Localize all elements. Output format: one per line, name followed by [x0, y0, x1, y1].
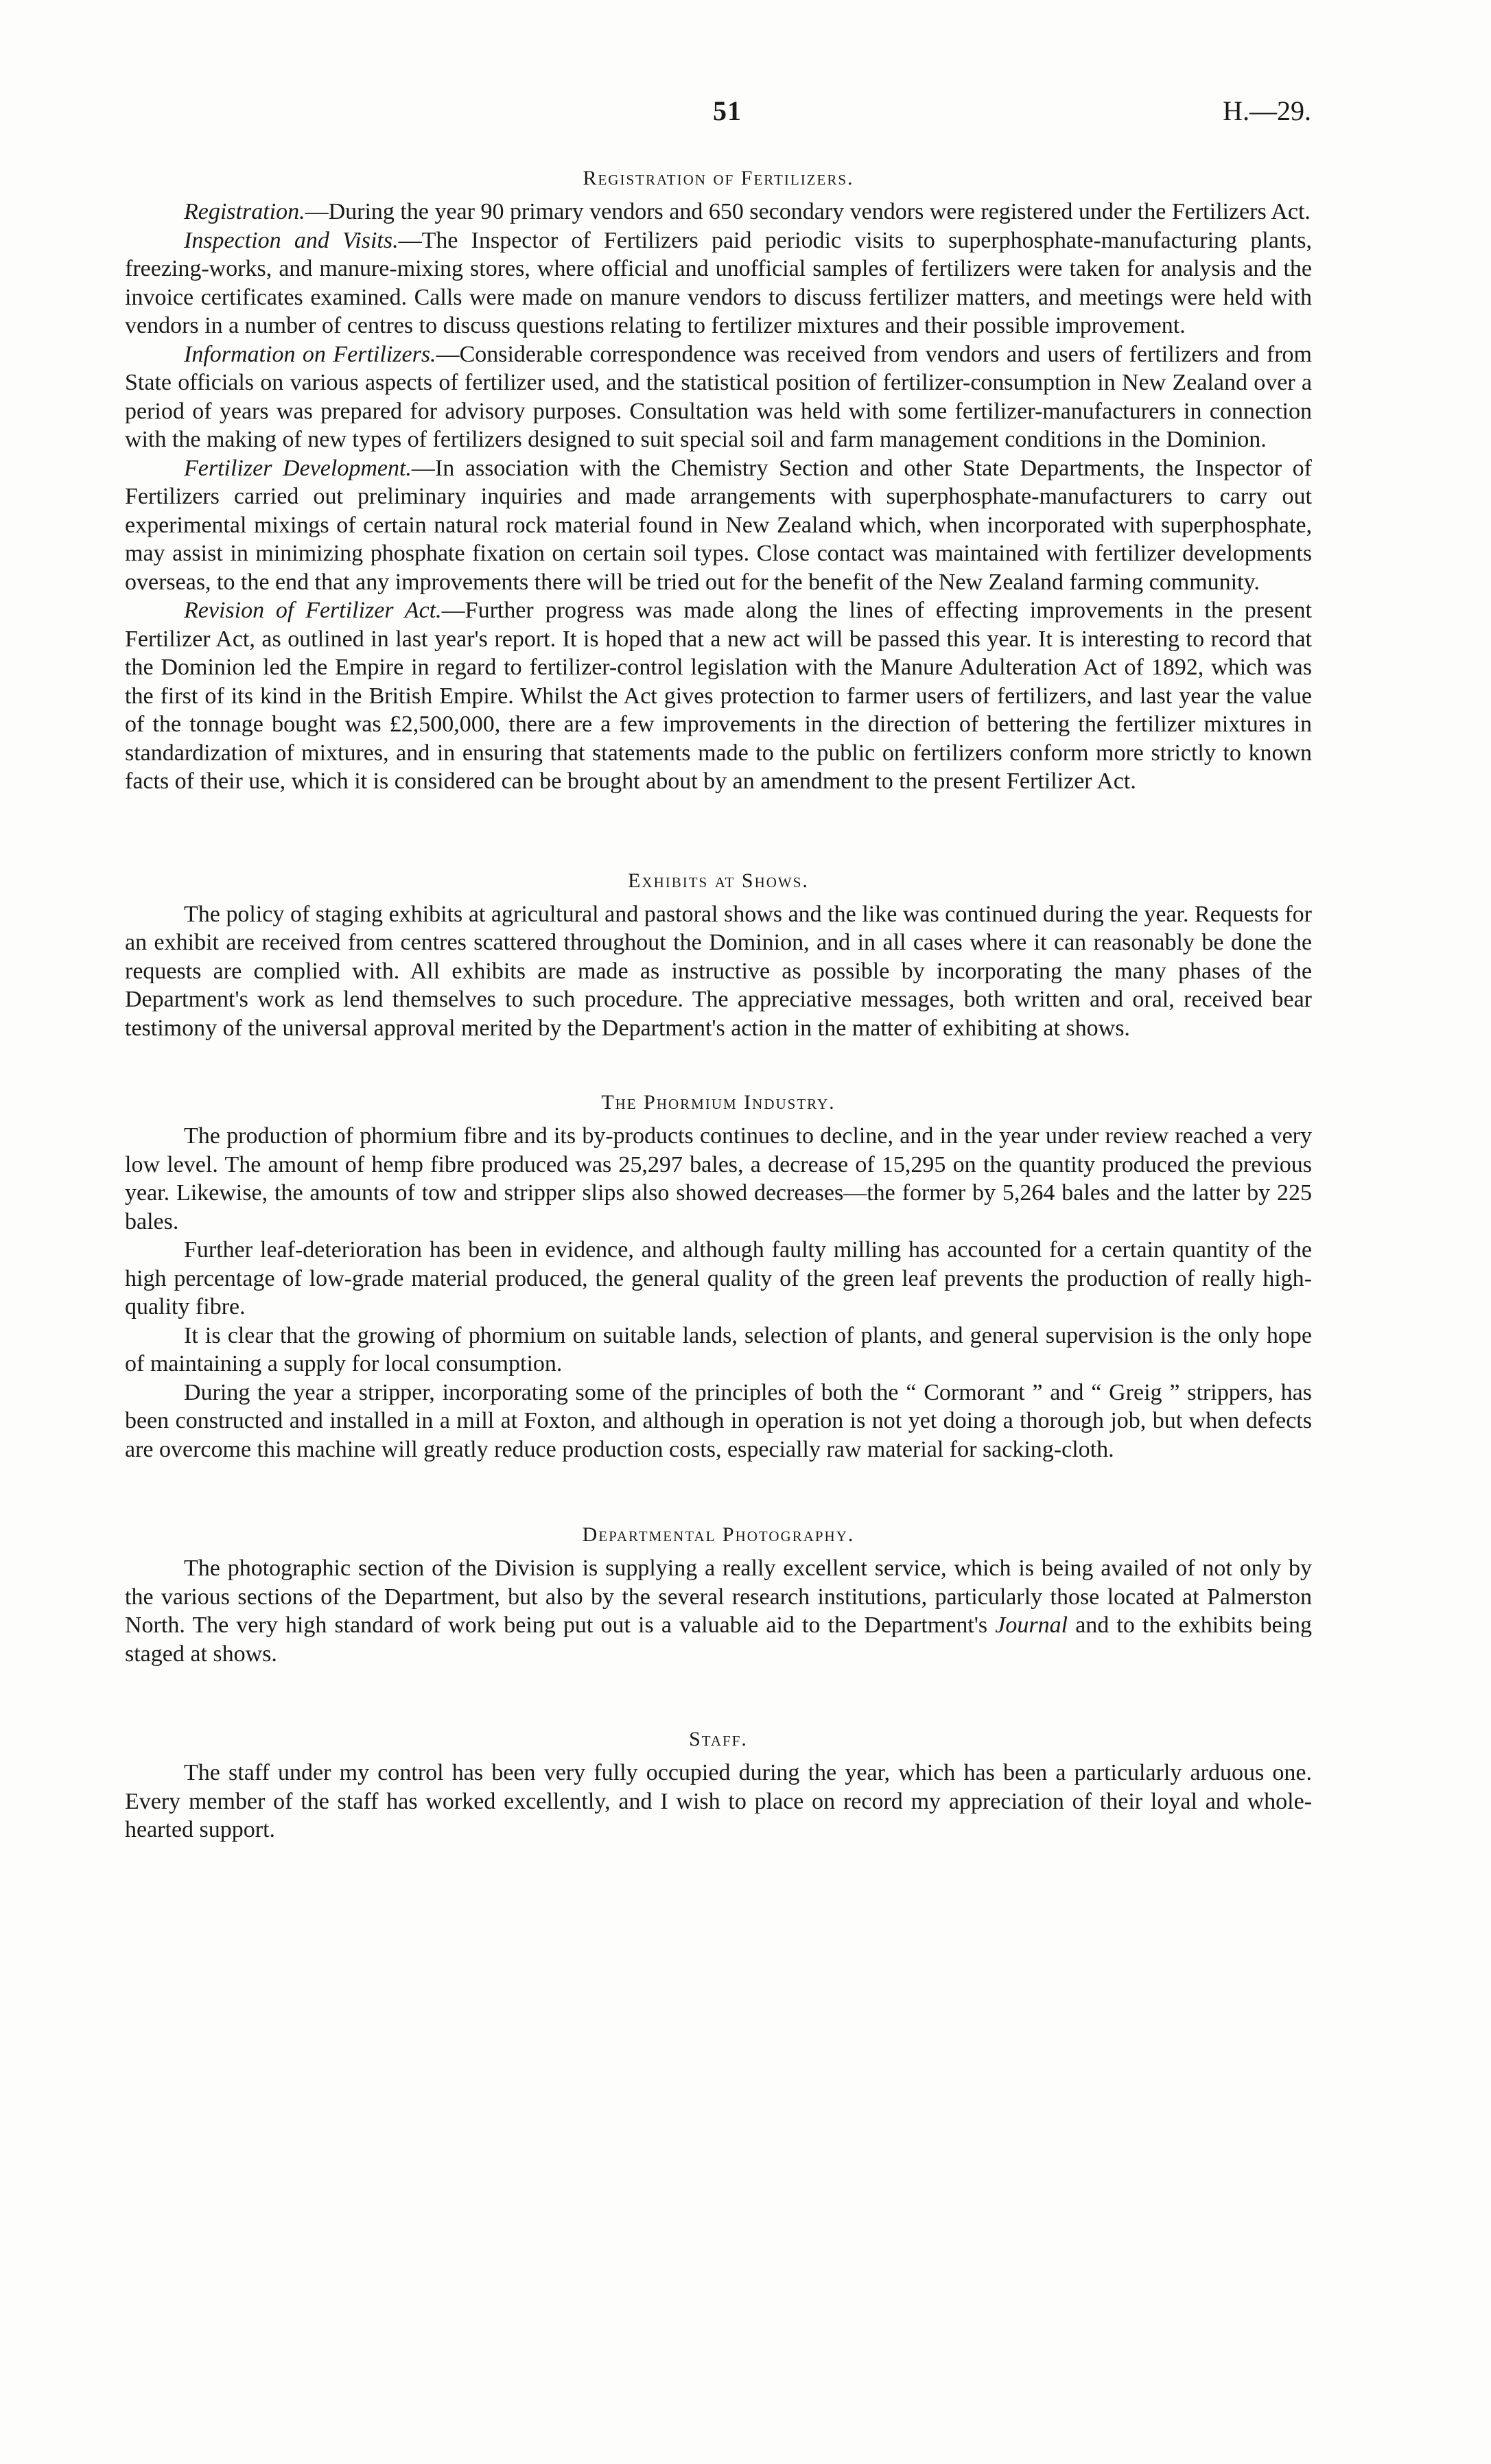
section-gap — [125, 1668, 1312, 1726]
section-gap — [125, 1464, 1312, 1521]
section-phormium — [125, 1089, 1312, 1464]
paragraph-lead: Fertilizer Development. — [184, 455, 412, 481]
paragraph-text: and to the exhibits being staged at shows. — [125, 1612, 1312, 1667]
paragraph-text: The photographic section of the Division is supplying a really excellent service, which is being availed of not only by the various sections of the Department, but also by the several research institutions, particularly those located at Palmerston North. The very high standard of work being put out is a valuable aid to the Department's — [125, 1556, 1312, 1638]
section-heading: Staff. — [689, 1728, 748, 1750]
paragraph: It is clear that the growing of phormium on suitable lands, selection of plants, and general supervision is the only hope of maintaining a supply for local consumption. — [125, 1322, 1312, 1376]
paragraph — [125, 454, 1312, 597]
section-heading: Departmental Photography. — [582, 1523, 855, 1546]
document-reference: H.—29. — [1223, 95, 1311, 126]
section-gap — [125, 796, 1312, 867]
paragraph-text: —In association with the Chemistry Section and other State Departments, the Inspector of Fertilizers carried out preliminary inquiries and made arrangements with superphosphate-manufacturers to carry out experimental mixings of certain natural rock material found in New Zealand which, when incorporated with superphosphate, may assist in minimizing phosphate fixation on certain soil types. Close contact was maintained with fertilizer developments overseas, to the end that any improvements there will be tried out for the benefit of the New Zealand farming community. — [125, 455, 1312, 595]
paragraph — [125, 340, 1312, 454]
paragraph-lead: Revision of Fertilizer Act. — [184, 598, 442, 623]
paragraph: During the year a stripper, incorporating some of the principles of both the “ Cormorant ” and “ Greig ” strippers, has been constructed and installed in a mill at Foxton, and although in operation is not yet doing a thorough job, but when defects are overcome this machine will greatly reduce production costs, especially raw material for sacking-cloth. — [125, 1379, 1312, 1462]
paragraph-text: —Further progress was made along the lines of effecting improvements in the present Fertilizer Act, as outlined in last year's report. It is hoped that a new act will be passed this year. It is interesting to record that the Dominion led the Empire in regard to fertilizer-control legislation with the Manure Adulteration Act of 1892, which was the first of its kind in the British Empire. Whilst the Act gives protection to farmer users of fertilizers, and last year the value of the tonnage bought was £2,500,000, there are a few improvements in the direction of bettering the fertilizer mixtures in standardization of mixtures, and in ensuring that statements made to the public on fertilizers conform more strictly to known facts of their use, which it is considered can be brought about by an amendment to the present Fertilizer Act. — [125, 598, 1312, 794]
section-gap — [125, 1042, 1312, 1089]
paragraph-lead: Inspection and Visits. — [184, 227, 399, 253]
paragraph — [125, 596, 1312, 796]
section-heading: The Phormium Industry. — [601, 1091, 836, 1114]
page-number: 51 — [713, 95, 742, 126]
paragraph: The production of phormium fibre and its by-products continues to decline, and in the year under review reached a very low level. The amount of hemp fibre produced was 25,297 bales, a decrease of 15,295 on the quantity produced the previous year. Likewise, the amounts of tow and stripper slips also showed decreases—the former by 5,264 bales and the latter by 225 bales. — [125, 1123, 1312, 1234]
section-photography — [125, 1521, 1312, 1668]
paragraph-text: —The Inspector of Fertilizers paid periodic visits to superphosphate-manufacturing plants, freezing-works, and manure-mixing stores, where official and unofficial samples of fertilizers were taken for analysis and the invoice certificates examined. Calls were made on manure vendors to discuss fertilizer matters, and meetings were held with vendors in a number of centres to discuss questions relating to fertilizer mixtures and their possible improvement. — [125, 227, 1312, 338]
section-exhibits — [125, 867, 1312, 1043]
paragraph-text: —Considerable correspondence was received from vendors and users of fertilizers and from State officials on various aspects of fertilizer used, and the statistical position of fertilizer-consumption in New Zealand over a period of years was prepared for advisory purposes. Consultation was held with some fertilizer-manufacturers in connection with the making of new types of fertilizers designed to suit special soil and farm management conditions in the Dominion. — [125, 341, 1312, 452]
paragraph: The staff under my control has been very fully occupied during the year, which has been a particularly arduous one. Every member of the staff has worked excellently, and I wish to place on record my appreciation of their loyal and whole-hearted support. — [125, 1760, 1312, 1842]
paragraph-lead: Registration. — [184, 199, 305, 224]
paragraph — [125, 1554, 1312, 1668]
section-staff — [125, 1726, 1312, 1844]
journal-title: Journal — [995, 1612, 1068, 1638]
paragraph — [125, 226, 1312, 340]
section-heading: Registration of Fertilizers. — [583, 167, 854, 189]
paragraph: The policy of staging exhibits at agricultural and pastoral shows and the like was continued during the year. Requests for an exhibit are received from centres scattered throughout the Dominion, and in all cases where it can reasonably be done the requests are complied with. All exhibits are made as instructive as possible by incorporating the many phases of the Department's work as lend themselves to such procedure. The appreciative messages, both written and oral, received bear testimony of the universal approval merited by the Department's action in the matter of exhibiting at shows. — [125, 901, 1312, 1041]
paragraph-lead: Information on Fertilizers. — [184, 341, 436, 367]
paragraph — [125, 198, 1312, 226]
paragraph: Further leaf-deterioration has been in evidence, and although faulty milling has accounted for a certain quantity of the high percentage of low-grade material produced, the general quality of the green leaf prevents the production of really high-quality fibre. — [125, 1237, 1312, 1319]
page-body — [125, 165, 1312, 1844]
section-registration — [125, 165, 1312, 796]
paragraph-text: —During the year 90 primary vendors and 650 secondary vendors were registered under the Fertilizers Act. — [305, 199, 1311, 224]
section-heading: Exhibits at Shows. — [628, 869, 809, 892]
